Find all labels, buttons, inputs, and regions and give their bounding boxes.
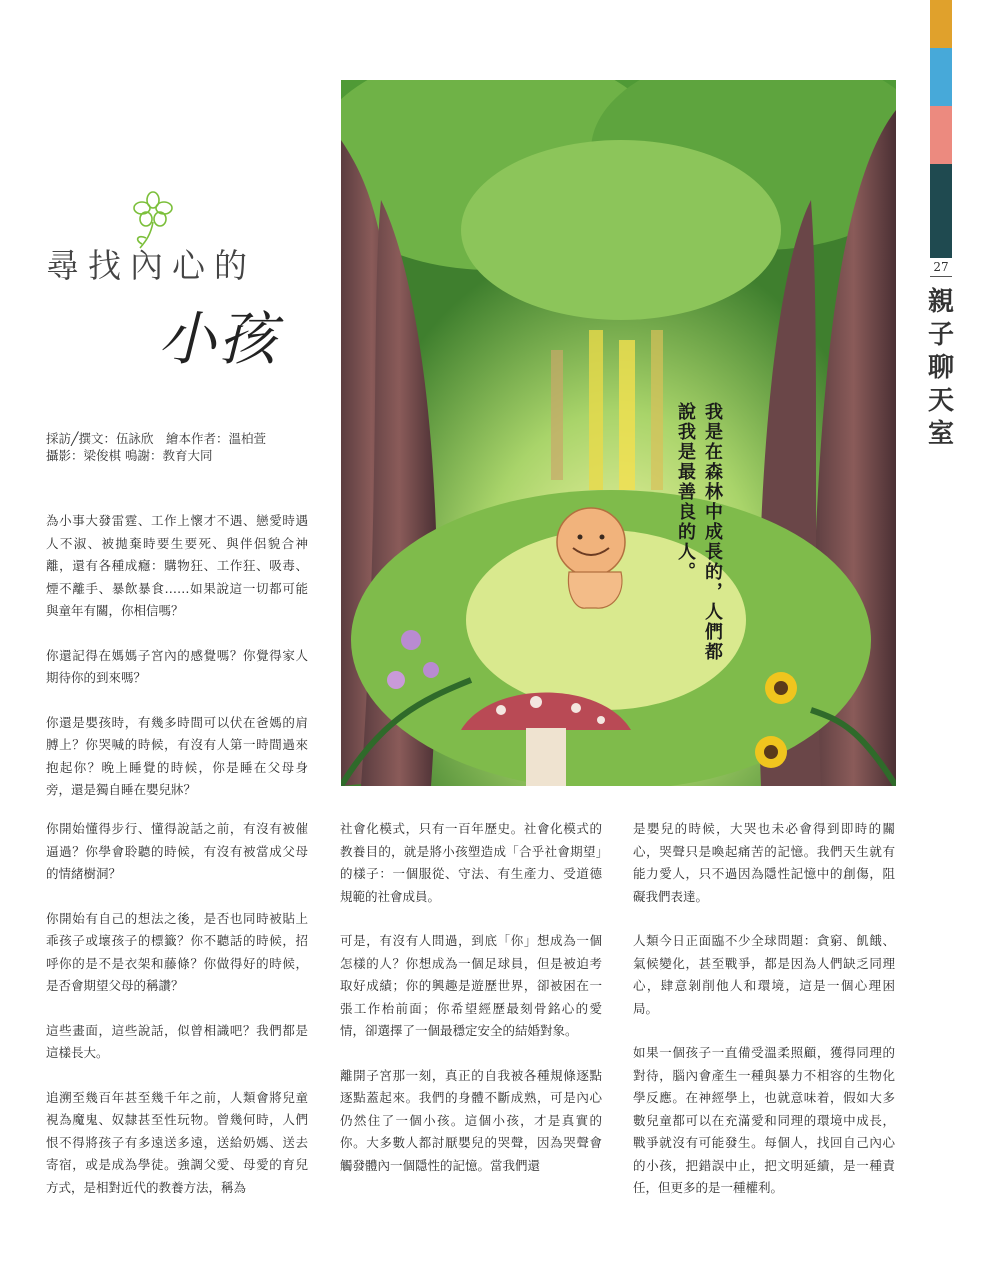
credits-line: 採訪╱撰文：伍詠欣 繪本作者：溫柏萱 [46, 431, 267, 446]
section-title-char: 天 [927, 386, 954, 416]
credits [46, 430, 266, 464]
paragraph: 為小事大發雷霆、工作上懷才不遇、戀愛時遇人不淑、被拋棄時要生要死、與伴侶貌合神離，還有各種成癮：購物狂、工作狂、吸毒、煙不離手、暴飲暴食……如果說這一切都可能與童年有關，你相信嗎？ [46, 513, 308, 618]
column-2 [340, 818, 602, 1199]
paragraph: 是嬰兒的時候，大哭也未必會得到即時的關心，哭聲只是喚起痛苦的記憶。我們天生就有能力愛人，只不過因為隱性記憶中的創傷，阻礙我們表達。 [633, 821, 895, 904]
column-1-top [46, 510, 308, 824]
illustration-quote-line-1: 我是在森林中成長的，人們都 [702, 402, 723, 662]
title-line-1: 尋找內心的 [46, 246, 256, 285]
section-title-char: 子 [927, 320, 954, 350]
paragraph: 你還記得在媽媽子宮內的感覺嗎？你覺得家人期待你的到來嗎？ [46, 647, 308, 685]
page-number: 27 [933, 260, 949, 274]
color-tab-blue [930, 48, 952, 106]
paragraph: 你還是嬰孩時，有幾多時間可以伏在爸媽的肩膊上？你哭喊的時候，有沒有人第一時間過來抱起你？晚上睡覺的時候，你是睡在父母身旁，還是獨自睡在嬰兒牀？ [46, 714, 308, 797]
paragraph: 你開始有自己的想法之後，是否也同時被貼上乖孩子或壞孩子的標籤？你不聽話的時候，招呼你的是不是衣架和藤條？你做得好的時候，是否會期望父母的稱讚？ [46, 910, 308, 993]
credits-line: 攝影：梁俊棋 鳴謝：教育大同 [46, 448, 213, 463]
paragraph: 你開始懂得步行、懂得說話之前，有沒有被催逼過？你學會聆聽的時候，有沒有被當成父母的情緒樹洞？ [46, 821, 308, 881]
forest-illustration [341, 80, 896, 786]
column-3 [633, 818, 895, 1222]
paragraph: 可是，有沒有人問過，到底「你」想成為一個怎樣的人？你想成為一個足球員，但是被迫考取好成績；你的興趣是遊歷世界，卻被困在一張工作枱前面；你希望經歷最刻骨銘心的愛情，卻選擇了一個最穩定安全的結婚對象。 [340, 933, 602, 1038]
paragraph: 社會化模式，只有一百年歷史。社會化模式的教養目的，就是將小孩塑造成「合乎社會期望」的樣子：一個服從、守法、有生產力、受道德規範的社會成員。 [340, 821, 602, 904]
paragraph: 離開子宮那一刻，真正的自我被各種規條逐點逐點蓋起來。我們的身體不斷成熟，可是內心仍然住了一個小孩。這個小孩，才是真實的你。大多數人都討厭嬰兒的哭聲，因為哭聲會觸發體內一個隱性的記憶。當我們還 [340, 1067, 602, 1173]
column-1-bottom [46, 818, 308, 1221]
color-tab-orange [930, 0, 952, 48]
color-tab-teal [930, 164, 952, 258]
paragraph: 追溯至幾百年甚至幾千年之前，人類會將兒童視為魔鬼、奴隸甚至性玩物。曾幾何時，人們恨不得將孩子有多遠送多遠，送給奶媽、送去寄宿，或是成為學徒。強調父愛、母愛的育兒方式，是相對近代的教養方法，稱為 [46, 1089, 308, 1195]
paragraph: 如果一個孩子一直備受溫柔照顧，獲得同理的對待，腦內會產生一種與暴力不相容的生物化學反應。在神經學上，也就意味着，假如大多數兒童都可以在充滿愛和同理的環境中成長，戰爭就沒有可能發生。每個人，找回自己內心的小孩，把錯誤中止，把文明延續，是一種責任，但更多的是一種權利。 [633, 1045, 895, 1195]
section-title-char: 聊 [927, 353, 954, 383]
page-number-divider [930, 276, 952, 277]
illustration-quote-line-2: 說我是最善良的人。 [675, 402, 696, 582]
section-title-char: 室 [927, 419, 954, 449]
paragraph: 這些畫面，這些說話，似曾相識吧？我們都是這樣長大。 [46, 1022, 308, 1060]
title-line-2: 小孩 [158, 305, 279, 373]
color-tab-pink [930, 106, 952, 164]
section-title-char: 親 [927, 287, 954, 317]
paragraph: 人類今日正面臨不少全球問題：貪窮、飢餓、氣候變化，甚至戰爭，都是因為人們缺乏同理心，肆意剝削他人和環境，這是一個心理困局。 [633, 933, 895, 1016]
section-title [926, 286, 956, 451]
